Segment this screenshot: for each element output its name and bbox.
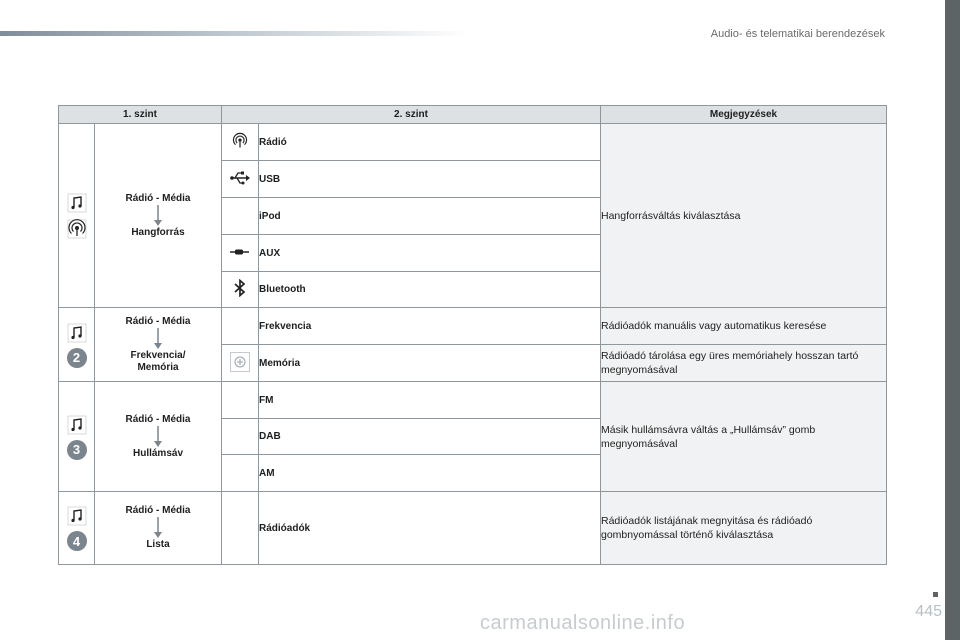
- level2-icon-cell: [222, 161, 259, 198]
- level2-icon-cell: [222, 419, 259, 455]
- level1-bottom-label: Lista: [146, 539, 170, 550]
- down-arrow-icon: [153, 517, 163, 539]
- down-arrow-icon: [153, 205, 163, 227]
- aux-icon: [230, 247, 250, 257]
- level2-icon-cell: [222, 455, 259, 492]
- level2-label: USB: [259, 161, 601, 198]
- table-row: [59, 492, 887, 565]
- level1-icons: [59, 308, 95, 382]
- level1-bottom-label: Hangforrás: [131, 226, 185, 238]
- level2-label: Frekvencia: [259, 308, 601, 345]
- note-cell: Rádióadók manuális vagy automatikus keresése: [601, 308, 887, 345]
- level2-label: Bluetooth: [259, 272, 601, 308]
- col-header-level1: 1. szint: [59, 106, 222, 124]
- table-row: [59, 124, 887, 161]
- level2-label: AM: [259, 455, 601, 492]
- level1-icons: [59, 124, 95, 308]
- step-number-badge: 2: [67, 348, 87, 368]
- radio-icon: [231, 132, 249, 150]
- usb-icon: [230, 171, 250, 185]
- level2-icon-cell: [222, 492, 259, 565]
- level2-label: DAB: [259, 419, 601, 455]
- level1-top-label: Rádió - Média: [125, 505, 191, 516]
- music-note-icon: [66, 192, 88, 214]
- level1-cell: [95, 124, 222, 308]
- level2-icon-cell: [222, 124, 259, 161]
- level1-bottom-label: Frekvencia/ Memória: [130, 349, 186, 373]
- level1-top-label: Rádió - Média: [125, 192, 191, 204]
- level1-top-label: Rádió - Média: [125, 315, 191, 327]
- level2-label: Rádióadók: [259, 492, 601, 565]
- watermark: carmanualsonline.info: [480, 612, 686, 634]
- page-edge-bar: [945, 0, 960, 640]
- music-note-icon: [66, 414, 88, 436]
- table-row: [59, 382, 887, 419]
- note-cell: Hangforrásváltás kiválasztása: [601, 124, 887, 308]
- down-arrow-icon: [153, 328, 163, 350]
- music-note-icon: [66, 505, 88, 527]
- section-title: Audio- és telematikai berendezések: [710, 28, 885, 40]
- level1-icons: [59, 492, 95, 565]
- level2-icon-cell: [222, 345, 259, 382]
- level1-cell: [95, 492, 222, 565]
- note-cell: Másik hullámsávra váltás a „Hullámsáv” gomb megnyomásával: [601, 382, 887, 492]
- step-number-badge: 4: [67, 531, 87, 551]
- level1-cell: [95, 382, 222, 492]
- level2-label: Rádió: [259, 124, 601, 161]
- step-number-badge: 3: [67, 440, 87, 460]
- level2-icon-cell: [222, 198, 259, 235]
- menu-levels-table: [58, 105, 887, 565]
- level1-icons: [59, 382, 95, 492]
- note-cell: Rádióadók listájának megnyitása és rádióadó gombnyomással történő kiválasztása: [601, 492, 887, 565]
- level2-label: iPod: [259, 198, 601, 235]
- level2-icon-cell: [222, 382, 259, 419]
- memory-add-icon: [229, 351, 251, 373]
- down-arrow-icon: [153, 426, 163, 448]
- col-header-notes: Megjegyzések: [601, 106, 887, 124]
- level1-top-label: Rádió - Média: [125, 413, 191, 425]
- col-header-level2: 2. szint: [222, 106, 601, 124]
- table-row: [59, 308, 887, 345]
- level2-icon-cell: [222, 308, 259, 345]
- level2-label: AUX: [259, 235, 601, 272]
- level1-bottom-label: Hullámsáv: [132, 447, 184, 459]
- header-accent-bar: [0, 31, 470, 36]
- radio-icon: [66, 218, 88, 240]
- note-cell: Rádióadó tárolása egy üres memóriahely hosszan tartó megnyomásával: [601, 345, 887, 382]
- page-number: 445: [915, 603, 942, 620]
- level2-icon-cell: [222, 272, 259, 308]
- table-header-row: [59, 106, 887, 124]
- level1-cell: [95, 308, 222, 382]
- page-marker: [933, 592, 938, 597]
- bluetooth-icon: [234, 279, 246, 297]
- music-note-icon: [66, 322, 88, 344]
- level2-label: FM: [259, 382, 601, 419]
- level2-label: Memória: [259, 345, 601, 382]
- level2-icon-cell: [222, 235, 259, 272]
